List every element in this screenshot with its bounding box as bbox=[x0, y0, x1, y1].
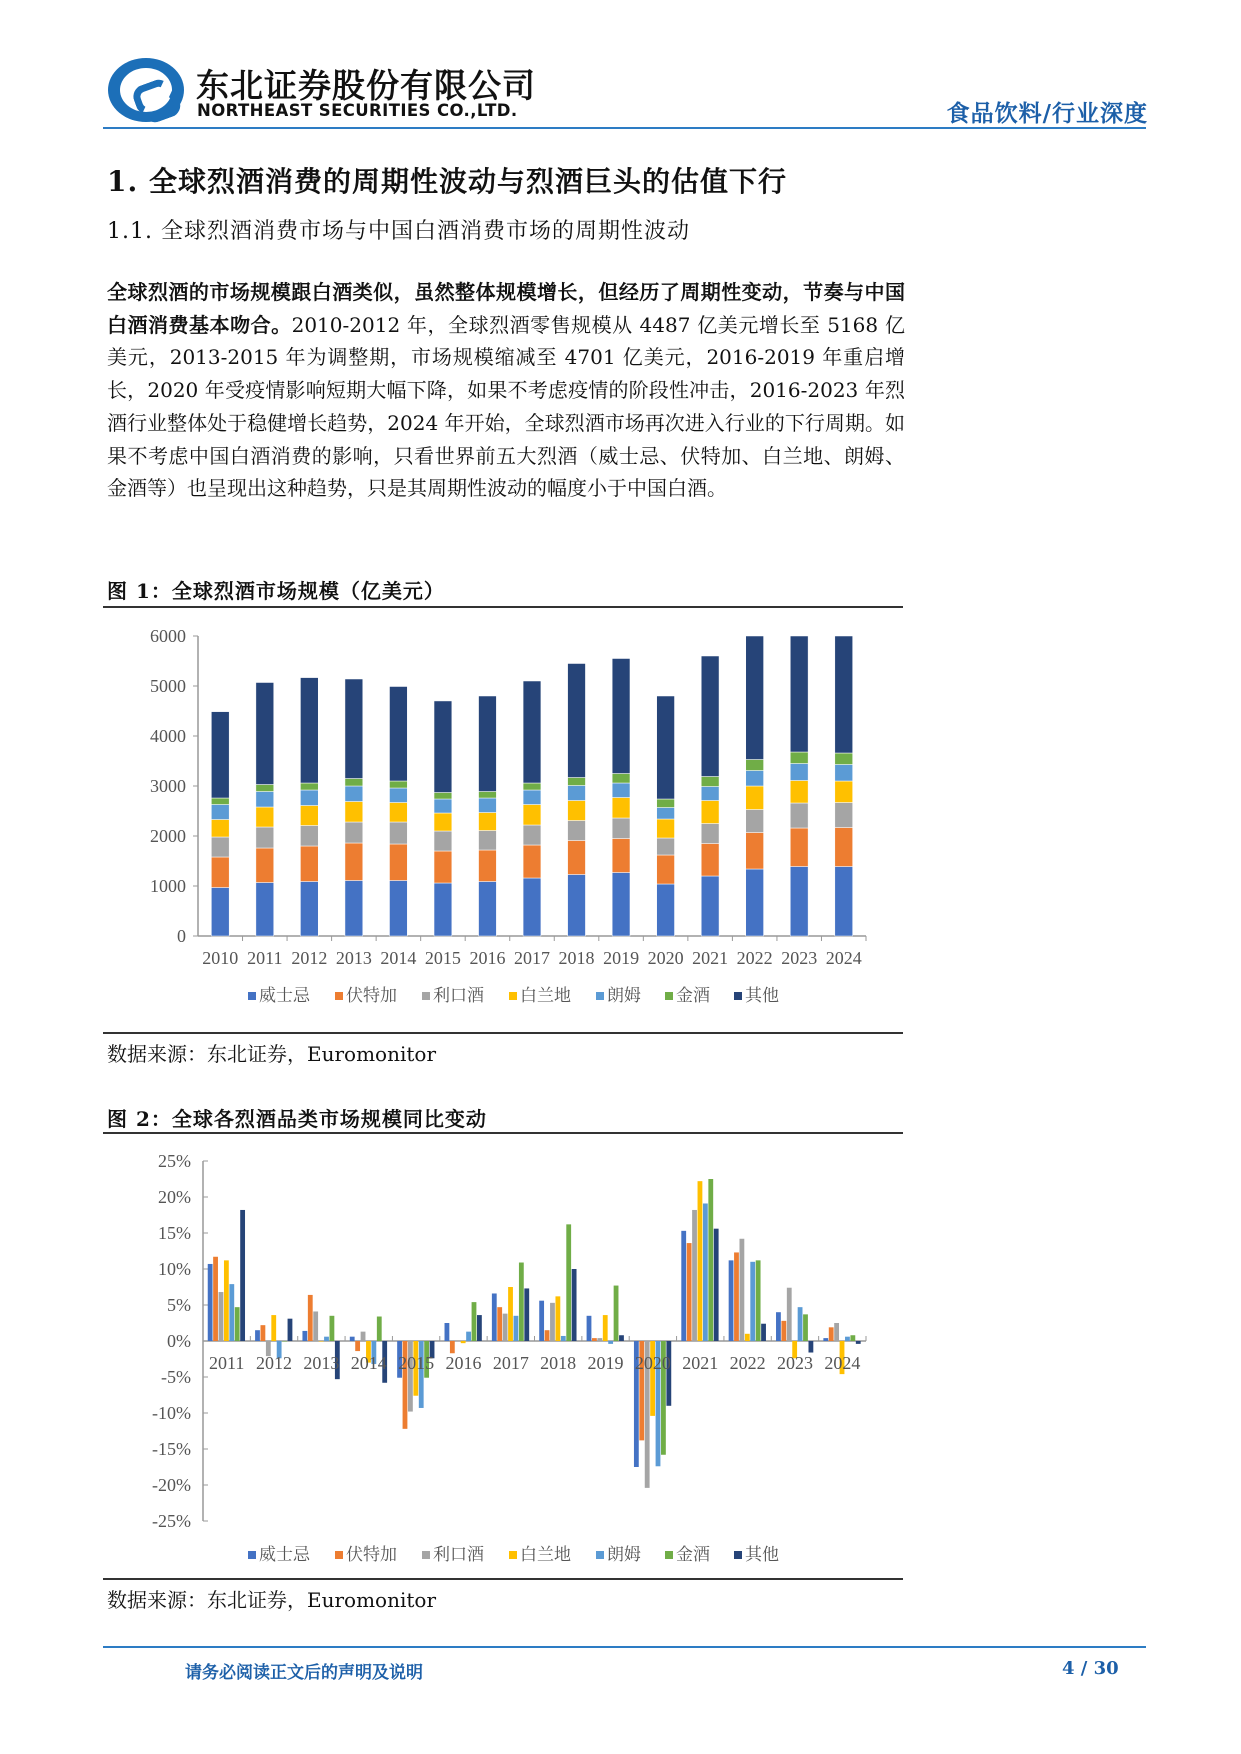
x-tick-label: 2011 bbox=[209, 1353, 245, 1373]
x-tick-label: 2020 bbox=[647, 948, 684, 968]
svg-text:白兰地: 白兰地 bbox=[520, 1545, 571, 1564]
bar-segment bbox=[701, 844, 719, 877]
bar-segment bbox=[746, 833, 764, 870]
x-tick-label: 2021 bbox=[682, 1353, 719, 1373]
bar-segment bbox=[701, 787, 719, 801]
bar-segment bbox=[300, 806, 318, 826]
legend-item bbox=[422, 986, 484, 1005]
bar-segment bbox=[300, 783, 318, 790]
x-tick-label: 2010 bbox=[202, 948, 239, 968]
x-tick-label: 2018 bbox=[558, 948, 595, 968]
bar-segment bbox=[523, 878, 541, 936]
bar bbox=[213, 1257, 218, 1341]
bar-segment bbox=[746, 760, 764, 771]
y-tick-label: -5% bbox=[161, 1367, 191, 1387]
bar bbox=[319, 1341, 324, 1342]
bar-segment bbox=[256, 827, 274, 848]
x-tick-label: 2011 bbox=[247, 948, 283, 968]
header-divider bbox=[103, 127, 1146, 129]
bar bbox=[240, 1210, 245, 1341]
y-tick-label: 2000 bbox=[150, 826, 186, 846]
x-tick-label: 2013 bbox=[303, 1353, 340, 1373]
bar bbox=[445, 1323, 450, 1341]
figure-1-stacked-bar-chart bbox=[103, 612, 903, 1032]
bar bbox=[550, 1303, 555, 1341]
x-tick-label: 2019 bbox=[603, 948, 640, 968]
bar-segment bbox=[389, 687, 407, 782]
footer-disclaimer-note: 请务必阅读正文后的声明及说明 bbox=[185, 1663, 423, 1683]
x-tick-label: 2022 bbox=[736, 948, 773, 968]
bar bbox=[271, 1315, 276, 1341]
bar-segment bbox=[523, 805, 541, 826]
bar bbox=[330, 1316, 335, 1341]
bar bbox=[781, 1321, 786, 1341]
bar bbox=[823, 1338, 828, 1341]
x-tick-label: 2015 bbox=[424, 948, 461, 968]
bar bbox=[288, 1319, 293, 1341]
y-tick-label: 5% bbox=[167, 1295, 191, 1315]
bar-segment bbox=[746, 869, 764, 936]
bar bbox=[472, 1302, 477, 1341]
bar bbox=[208, 1264, 213, 1341]
y-tick-label: 10% bbox=[158, 1259, 191, 1279]
bar-segment bbox=[523, 790, 541, 805]
bar-segment bbox=[835, 636, 853, 753]
x-tick-label: 2012 bbox=[291, 948, 328, 968]
bar bbox=[787, 1288, 792, 1341]
bar-segment bbox=[389, 881, 407, 937]
legend-item bbox=[509, 1545, 571, 1564]
bar bbox=[224, 1260, 229, 1341]
bar-segment bbox=[657, 855, 675, 884]
bar-segment bbox=[835, 867, 853, 937]
bar-segment bbox=[568, 821, 586, 841]
bar bbox=[408, 1341, 413, 1412]
bar-segment bbox=[389, 781, 407, 788]
bar bbox=[350, 1337, 355, 1341]
paragraph-body: 2010-2012 年，全球烈酒零售规模从 4487 亿美元增长至 5168 亿美元，2013-2015 年为调整期，市场规模缩减至 4701 亿美元，2016-2019 年重启增长，2020 年受疫情影响短期大幅下降，如果不考虑疫情的阶段性冲击，2016-2023 年烈酒行业整体处于稳健增长趋势，2024 年开始，全球烈酒市场再次进入行业的下行周期。如果不考虑中国白酒消费的影响，只看世界前五大烈酒（威士忌、伏特加、白兰地、朗姆、金酒等）也呈现出这种趋势，只是其周期性波动的幅度小于中国白酒。 bbox=[107, 312, 906, 501]
y-tick-label: 4000 bbox=[150, 726, 186, 746]
bar-segment bbox=[434, 831, 452, 851]
bar-segment bbox=[790, 636, 808, 752]
bar bbox=[508, 1287, 513, 1341]
legend-item bbox=[596, 986, 641, 1005]
x-tick-label: 2016 bbox=[445, 1353, 482, 1373]
bar bbox=[324, 1337, 329, 1341]
bar bbox=[572, 1269, 577, 1341]
bar-segment bbox=[657, 808, 675, 820]
bar-segment bbox=[479, 850, 497, 882]
svg-text:其他: 其他 bbox=[745, 1545, 779, 1564]
bar-segment bbox=[300, 678, 318, 783]
bar-segment bbox=[479, 813, 497, 831]
figure-2-title: 图 2：全球各烈酒品类市场规模同比变动 bbox=[107, 1107, 487, 1131]
bar-segment bbox=[612, 839, 630, 873]
x-tick-label: 2022 bbox=[729, 1353, 766, 1373]
bar-segment bbox=[835, 781, 853, 803]
bar-segment bbox=[479, 696, 497, 792]
bar-segment bbox=[389, 803, 407, 823]
figure-1-top-rule bbox=[103, 606, 903, 608]
bar bbox=[313, 1311, 318, 1341]
bar-segment bbox=[345, 802, 363, 823]
bar bbox=[561, 1336, 566, 1341]
bar bbox=[739, 1239, 744, 1341]
legend-item bbox=[335, 1545, 397, 1564]
bar-segment bbox=[657, 884, 675, 936]
northeast-securities-logo-icon bbox=[108, 58, 184, 122]
bar bbox=[361, 1332, 366, 1341]
x-tick-label: 2017 bbox=[514, 948, 550, 968]
bar-segment bbox=[701, 876, 719, 936]
bar bbox=[608, 1341, 613, 1344]
y-tick-label: 20% bbox=[158, 1187, 191, 1207]
bar bbox=[255, 1330, 260, 1341]
bar-segment bbox=[434, 793, 452, 800]
bar-segment bbox=[434, 813, 452, 831]
bar-segment bbox=[300, 790, 318, 806]
bar bbox=[466, 1332, 471, 1341]
bar-segment bbox=[389, 844, 407, 881]
bar bbox=[703, 1203, 708, 1341]
bar-segment bbox=[701, 656, 719, 777]
bar bbox=[603, 1315, 608, 1341]
bar bbox=[419, 1341, 424, 1408]
bar-segment bbox=[256, 683, 274, 785]
bar bbox=[377, 1317, 382, 1341]
bar bbox=[597, 1338, 602, 1341]
x-tick-label: 2021 bbox=[692, 948, 729, 968]
bar bbox=[545, 1330, 550, 1341]
bar-segment bbox=[211, 888, 229, 937]
svg-text:威士忌: 威士忌 bbox=[259, 1545, 310, 1564]
bar-segment bbox=[523, 845, 541, 878]
bar-segment bbox=[345, 786, 363, 802]
y-tick-label: 0 bbox=[177, 926, 186, 946]
y-tick-label: -25% bbox=[152, 1511, 191, 1531]
bar-segment bbox=[790, 752, 808, 764]
bar-segment bbox=[790, 764, 808, 781]
legend-item bbox=[665, 1545, 710, 1564]
bar-segment bbox=[211, 805, 229, 820]
bar-segment bbox=[701, 801, 719, 824]
x-tick-label: 2014 bbox=[350, 1353, 387, 1373]
bar bbox=[619, 1335, 624, 1341]
bar bbox=[455, 1341, 460, 1342]
x-tick-label: 2014 bbox=[380, 948, 417, 968]
bar-segment bbox=[434, 851, 452, 883]
bar bbox=[761, 1324, 766, 1341]
y-tick-label: 3000 bbox=[150, 776, 186, 796]
bar-segment bbox=[256, 883, 274, 937]
bar-segment bbox=[835, 765, 853, 782]
figure-2-grouped-bar-chart bbox=[103, 1138, 903, 1578]
figure-2-source: 数据来源：东北证券，Euromonitor bbox=[107, 1588, 437, 1612]
legend-item bbox=[248, 986, 311, 1005]
bar bbox=[282, 1341, 287, 1342]
y-tick-label: -15% bbox=[152, 1439, 191, 1459]
legend-item bbox=[734, 985, 779, 1005]
legend-item bbox=[248, 1545, 311, 1564]
bar bbox=[808, 1341, 813, 1353]
bar bbox=[834, 1323, 839, 1341]
bar bbox=[729, 1260, 734, 1341]
bar bbox=[450, 1341, 455, 1353]
bar-segment bbox=[479, 792, 497, 799]
body-paragraph bbox=[107, 276, 905, 505]
bar-segment bbox=[300, 846, 318, 882]
bar-segment bbox=[211, 857, 229, 888]
bar-segment bbox=[657, 799, 675, 808]
bar bbox=[514, 1316, 519, 1341]
figure-2-top-rule bbox=[103, 1132, 903, 1134]
bar-segment bbox=[746, 636, 764, 760]
bar-segment bbox=[300, 882, 318, 937]
bar bbox=[492, 1293, 497, 1341]
bar bbox=[519, 1263, 524, 1341]
bar bbox=[776, 1312, 781, 1341]
bar-segment bbox=[746, 771, 764, 787]
bar-segment bbox=[657, 838, 675, 855]
x-tick-label: 2020 bbox=[634, 1353, 671, 1373]
y-tick-label: -10% bbox=[152, 1403, 191, 1423]
legend-item bbox=[596, 1545, 641, 1564]
bar bbox=[539, 1301, 544, 1341]
bar-segment bbox=[835, 753, 853, 765]
figure-1-title: 图 1：全球烈酒市场规模（亿美元） bbox=[107, 579, 445, 603]
bar bbox=[750, 1262, 755, 1341]
bar-segment bbox=[256, 792, 274, 808]
bar-segment bbox=[612, 659, 630, 774]
bar-segment bbox=[657, 819, 675, 838]
x-tick-label: 2016 bbox=[469, 948, 506, 968]
x-tick-label: 2019 bbox=[587, 1353, 624, 1373]
legend-item bbox=[509, 986, 571, 1005]
bar bbox=[614, 1286, 619, 1341]
x-tick-label: 2015 bbox=[398, 1353, 435, 1373]
bar-segment bbox=[434, 883, 452, 936]
svg-text:朗姆: 朗姆 bbox=[607, 986, 641, 1005]
svg-text:金酒: 金酒 bbox=[676, 1545, 710, 1564]
x-tick-label: 2018 bbox=[540, 1353, 577, 1373]
bar-segment bbox=[434, 799, 452, 813]
svg-text:伏特加: 伏特加 bbox=[346, 1545, 397, 1564]
bar-segment bbox=[523, 783, 541, 790]
heading-1-1: 1.1. 全球烈酒消费市场与中国白酒消费市场的周期性波动 bbox=[107, 219, 690, 244]
bar-segment bbox=[256, 785, 274, 792]
bar bbox=[666, 1341, 671, 1406]
bar-segment bbox=[211, 837, 229, 857]
bar-segment bbox=[211, 798, 229, 805]
bar-segment bbox=[568, 801, 586, 821]
bar bbox=[355, 1341, 360, 1351]
bar-segment bbox=[211, 712, 229, 798]
y-tick-label: 15% bbox=[158, 1223, 191, 1243]
bar-segment bbox=[479, 882, 497, 937]
svg-text:金酒: 金酒 bbox=[676, 986, 710, 1005]
bar-segment bbox=[523, 825, 541, 845]
bar-segment bbox=[345, 843, 363, 881]
bar bbox=[714, 1229, 719, 1341]
svg-text:威士忌: 威士忌 bbox=[259, 986, 310, 1005]
legend-item bbox=[734, 1544, 779, 1564]
bar-segment bbox=[790, 867, 808, 937]
x-tick-label: 2024 bbox=[824, 1353, 861, 1373]
bar-segment bbox=[835, 828, 853, 867]
bar-segment bbox=[479, 798, 497, 813]
bar bbox=[850, 1335, 855, 1341]
bar-segment bbox=[790, 781, 808, 804]
bar bbox=[587, 1316, 592, 1341]
x-tick-label: 2023 bbox=[781, 948, 818, 968]
bar bbox=[308, 1295, 313, 1341]
bar bbox=[229, 1284, 234, 1341]
footer-divider bbox=[103, 1646, 1146, 1648]
company-name-en: NORTHEAST SECURITIES CO.,LTD. bbox=[197, 101, 518, 120]
svg-text:利口酒: 利口酒 bbox=[433, 986, 484, 1005]
bar bbox=[856, 1341, 861, 1344]
company-name-cn: 东北证券股份有限公司 bbox=[196, 66, 536, 105]
bar-segment bbox=[211, 820, 229, 838]
bar bbox=[497, 1307, 502, 1341]
bar bbox=[477, 1315, 482, 1341]
bar-segment bbox=[612, 873, 630, 937]
bar-segment bbox=[568, 841, 586, 875]
bar bbox=[829, 1327, 834, 1341]
bar-segment bbox=[612, 798, 630, 819]
svg-text:伏特加: 伏特加 bbox=[346, 986, 397, 1005]
bar bbox=[461, 1341, 466, 1343]
bar-segment bbox=[568, 664, 586, 778]
bar bbox=[698, 1181, 703, 1341]
bar-segment bbox=[790, 828, 808, 867]
bar bbox=[803, 1314, 808, 1341]
bar-segment bbox=[657, 696, 675, 799]
bar bbox=[756, 1260, 761, 1341]
bar-segment bbox=[345, 679, 363, 779]
bar bbox=[745, 1334, 750, 1341]
paragraph-lead: 全球烈酒的市场规模跟白酒类似，虽然整体规模增长，但经历了周期性变动，节奏与中国白酒消费基本吻合。 bbox=[107, 280, 905, 337]
bar bbox=[219, 1292, 224, 1341]
bar bbox=[692, 1210, 697, 1341]
bar-segment bbox=[389, 788, 407, 803]
bar bbox=[798, 1307, 803, 1341]
bar bbox=[592, 1338, 597, 1341]
bar bbox=[845, 1337, 850, 1341]
bar-segment bbox=[345, 822, 363, 843]
bar-segment bbox=[345, 779, 363, 787]
bar bbox=[708, 1179, 713, 1341]
bar-segment bbox=[746, 810, 764, 833]
bar-segment bbox=[568, 778, 586, 786]
y-tick-label: 6000 bbox=[150, 626, 186, 646]
figure-1-source: 数据来源：东北证券，Euromonitor bbox=[107, 1042, 437, 1066]
x-tick-label: 2017 bbox=[492, 1353, 529, 1373]
x-tick-label: 2023 bbox=[776, 1353, 813, 1373]
bar-segment bbox=[835, 803, 853, 828]
bar-segment bbox=[790, 803, 808, 828]
y-tick-label: 5000 bbox=[150, 676, 186, 696]
bar bbox=[235, 1307, 240, 1341]
legend-item bbox=[665, 986, 710, 1005]
bar-segment bbox=[256, 848, 274, 883]
y-tick-label: 25% bbox=[158, 1151, 191, 1171]
bar-segment bbox=[701, 777, 719, 787]
bar-segment bbox=[389, 822, 407, 844]
svg-text:利口酒: 利口酒 bbox=[433, 1545, 484, 1564]
svg-text:朗姆: 朗姆 bbox=[607, 1545, 641, 1564]
x-tick-label: 2013 bbox=[335, 948, 372, 968]
x-tick-label: 2024 bbox=[825, 948, 862, 968]
bar bbox=[555, 1296, 560, 1341]
bar-segment bbox=[434, 701, 452, 793]
bar-segment bbox=[300, 826, 318, 847]
bar bbox=[503, 1314, 508, 1341]
bar-segment bbox=[568, 786, 586, 801]
legend-item bbox=[335, 986, 397, 1005]
bar-segment bbox=[479, 831, 497, 851]
bar-segment bbox=[701, 824, 719, 844]
bar-segment bbox=[345, 881, 363, 937]
figure-1-bottom-rule bbox=[103, 1032, 903, 1034]
bar bbox=[566, 1224, 571, 1341]
bar-segment bbox=[612, 774, 630, 784]
y-tick-label: 1000 bbox=[150, 876, 186, 896]
bar bbox=[734, 1252, 739, 1341]
bar-segment bbox=[612, 818, 630, 839]
bar bbox=[524, 1288, 529, 1341]
figure-2-bottom-rule bbox=[103, 1578, 903, 1580]
bar-segment bbox=[568, 875, 586, 937]
bar bbox=[681, 1231, 686, 1341]
svg-text:其他: 其他 bbox=[745, 986, 779, 1005]
bar-segment bbox=[746, 786, 764, 810]
y-tick-label: 0% bbox=[167, 1331, 191, 1351]
bar bbox=[687, 1243, 692, 1341]
page-number: 4 / 30 bbox=[1062, 1658, 1119, 1679]
section-tag: 食品饮料/行业深度 bbox=[946, 100, 1148, 127]
y-tick-label: -20% bbox=[152, 1475, 191, 1495]
bar-segment bbox=[256, 807, 274, 827]
bar-segment bbox=[612, 783, 630, 798]
legend-item bbox=[422, 1545, 484, 1564]
bar bbox=[261, 1325, 266, 1341]
x-tick-label: 2012 bbox=[256, 1353, 293, 1373]
svg-text:白兰地: 白兰地 bbox=[520, 986, 571, 1005]
bar bbox=[302, 1331, 307, 1341]
heading-1: 1. 全球烈酒消费的周期性波动与烈酒巨头的估值下行 bbox=[107, 165, 787, 198]
bar-segment bbox=[523, 681, 541, 783]
